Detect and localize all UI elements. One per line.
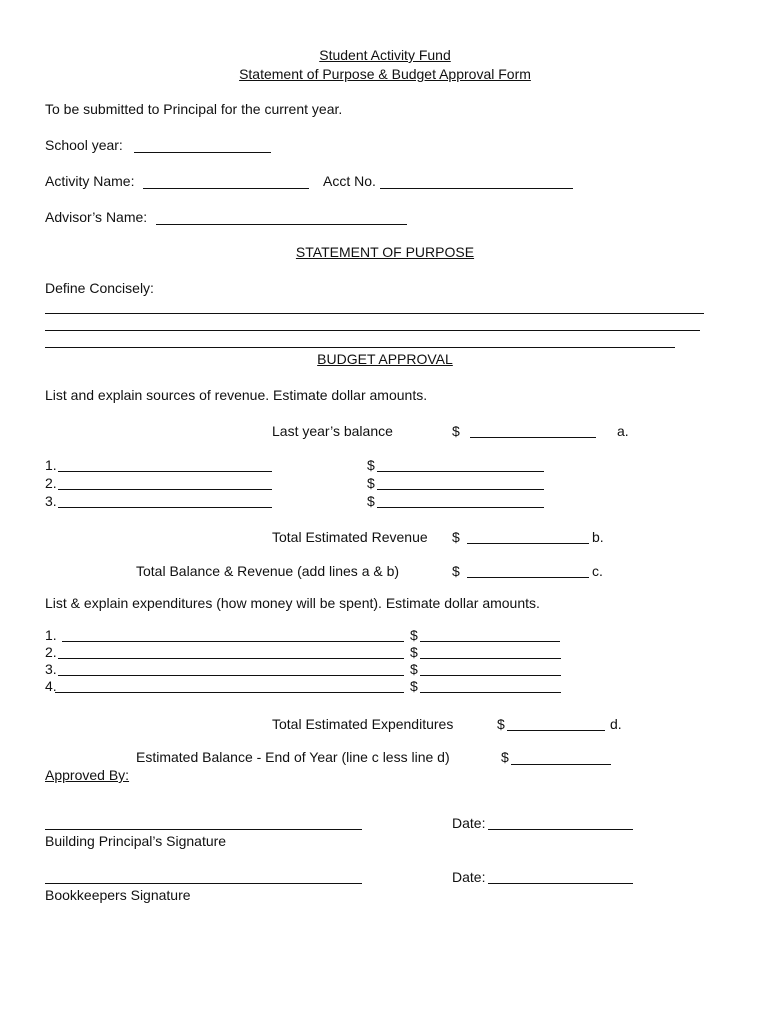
dollar-sign: $ — [367, 493, 375, 509]
dollar-sign: $ — [410, 661, 418, 677]
revenue-item-number: 3. — [45, 493, 57, 509]
dollar-sign: $ — [452, 529, 460, 545]
purpose-line-3[interactable] — [45, 347, 675, 348]
revenue-source-field[interactable] — [58, 489, 272, 490]
principal-signature-label: Building Principal’s Signature — [45, 833, 227, 849]
revenue-instructions: List and explain sources of revenue. Estimate dollar amounts. — [45, 387, 428, 403]
advisor-name-field[interactable] — [156, 224, 407, 225]
dollar-sign: $ — [497, 716, 505, 732]
dollar-sign: $ — [410, 627, 418, 643]
expenditure-amount-field[interactable] — [420, 675, 561, 676]
bookkeeper-signature-label: Bookkeepers Signature — [45, 887, 191, 903]
acct-no-field[interactable] — [380, 188, 573, 189]
total-revenue-field[interactable] — [467, 543, 589, 544]
dollar-sign: $ — [410, 678, 418, 694]
total-expenditures-label: Total Estimated Expenditures — [272, 716, 454, 732]
revenue-item-number: 1. — [45, 457, 57, 473]
principal-date-label: Date: — [452, 815, 486, 831]
expenditure-instructions: List & explain expenditures (how money will be spent). Estimate dollar amounts. — [45, 595, 540, 611]
school-year-field[interactable] — [134, 152, 271, 153]
revenue-amount-field[interactable] — [377, 507, 544, 508]
expenditure-item-number: 4. — [45, 678, 57, 694]
expenditure-field[interactable] — [58, 675, 404, 676]
dollar-sign: $ — [452, 423, 460, 439]
dollar-sign: $ — [452, 563, 460, 579]
activity-name-label: Activity Name: — [45, 173, 135, 189]
expenditure-amount-field[interactable] — [420, 641, 560, 642]
approved-by-label: Approved By: — [45, 767, 130, 783]
line-d-label: d. — [610, 716, 622, 732]
purpose-line-1[interactable] — [45, 313, 704, 314]
statement-of-purpose-heading: STATEMENT OF PURPOSE — [295, 244, 475, 260]
intro-text: To be submitted to Principal for the current year. — [45, 101, 343, 117]
expenditure-amount-field[interactable] — [420, 692, 561, 693]
last-year-balance-field[interactable] — [470, 437, 596, 438]
expenditure-amount-field[interactable] — [420, 658, 561, 659]
bookkeeper-signature-field[interactable] — [45, 883, 362, 884]
expenditure-item-number: 1. — [45, 627, 57, 643]
line-c-label: c. — [592, 563, 603, 579]
estimated-balance-label: Estimated Balance - End of Year (line c less line d) — [136, 749, 450, 765]
form-subtitle: Statement of Purpose & Budget Approval Form — [239, 66, 531, 82]
expenditure-item-number: 3. — [45, 661, 57, 677]
expenditure-field[interactable] — [62, 641, 404, 642]
revenue-item-number: 2. — [45, 475, 57, 491]
line-a-label: a. — [617, 423, 629, 439]
bookkeeper-date-label: Date: — [452, 869, 486, 885]
estimated-balance-field[interactable] — [511, 764, 611, 765]
expenditure-field[interactable] — [55, 692, 404, 693]
total-revenue-label: Total Estimated Revenue — [272, 529, 428, 545]
advisor-name-label: Advisor’s Name: — [45, 209, 148, 225]
dollar-sign: $ — [367, 457, 375, 473]
last-year-balance-label: Last year’s balance — [272, 423, 393, 439]
budget-approval-heading: BUDGET APPROVAL — [317, 351, 453, 367]
revenue-source-field[interactable] — [58, 471, 272, 472]
total-expenditures-field[interactable] — [507, 730, 605, 731]
purpose-line-2[interactable] — [45, 330, 700, 331]
activity-name-field[interactable] — [143, 188, 309, 189]
revenue-amount-field[interactable] — [377, 489, 544, 490]
dollar-sign: $ — [410, 644, 418, 660]
expenditure-field[interactable] — [58, 658, 404, 659]
bookkeeper-date-field[interactable] — [488, 883, 633, 884]
principal-signature-field[interactable] — [45, 829, 362, 830]
expenditure-item-number: 2. — [45, 644, 57, 660]
revenue-amount-field[interactable] — [377, 471, 544, 472]
form-title: Student Activity Fund — [319, 47, 451, 63]
define-concisely-label: Define Concisely: — [45, 280, 154, 296]
dollar-sign: $ — [367, 475, 375, 491]
principal-date-field[interactable] — [488, 829, 633, 830]
school-year-label: School year: — [45, 137, 123, 153]
total-balance-label: Total Balance & Revenue (add lines a & b) — [136, 563, 400, 579]
line-b-label: b. — [592, 529, 604, 545]
dollar-sign: $ — [501, 749, 509, 765]
revenue-source-field[interactable] — [58, 507, 272, 508]
total-balance-field[interactable] — [467, 577, 589, 578]
acct-no-label: Acct No. — [323, 173, 376, 189]
